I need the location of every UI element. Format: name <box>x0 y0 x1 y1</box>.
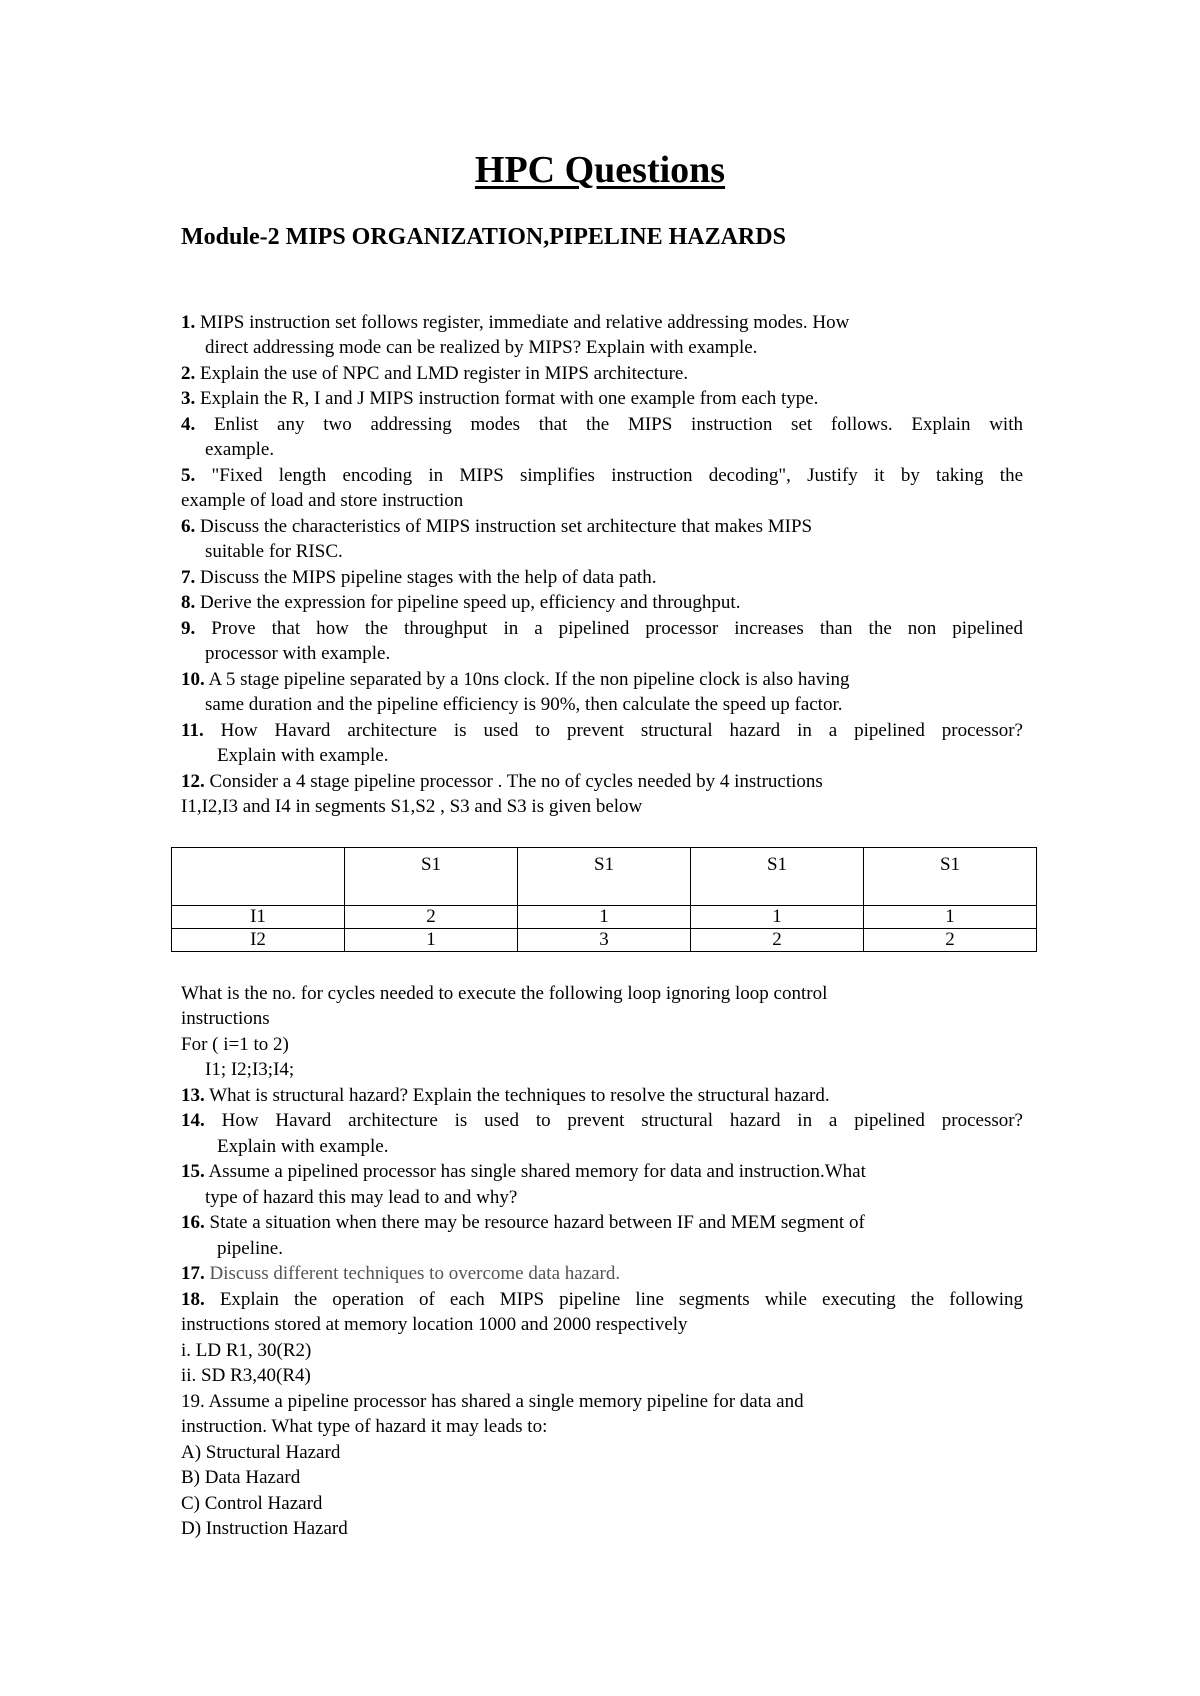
table-header-row <box>172 848 1037 906</box>
question-10: 10. A 5 stage pipeline separated by a 10ns clock. If the non pipeline clock is also having <box>181 669 850 690</box>
question-6: 6. Discuss the characteristics of MIPS instruction set architecture that makes MIPS <box>181 516 813 537</box>
table-cell: 3 <box>518 929 691 952</box>
question-4-cont: example. <box>205 439 275 460</box>
table-header-cell <box>172 848 345 906</box>
table-row <box>172 906 1037 929</box>
question-18: 18. Explain the operation of each MIPS pipeline line segments while executing the following <box>181 1289 1024 1310</box>
question-12-loop-text-cont: instructions <box>181 1008 270 1029</box>
table-cell: 2 <box>864 929 1037 952</box>
table-cell: 1 <box>864 906 1037 929</box>
question-12-loop-text: What is the no. for cycles needed to execute the following loop ignoring loop control <box>181 983 828 1004</box>
question-14-cont: Explain with example. <box>217 1136 389 1157</box>
question-19-option-a: A) Structural Hazard <box>181 1442 341 1463</box>
question-12-loop-body: I1; I2;I3;I4; <box>205 1059 295 1080</box>
question-14: 14. How Havard architecture is used to prevent structural hazard in a pipelined processor? <box>181 1110 1023 1131</box>
table-cell: 2 <box>691 929 864 952</box>
page-title: HPC Questions <box>474 149 726 191</box>
question-3: 3. Explain the R, I and J MIPS instruction format with one example from each type. <box>181 388 819 409</box>
question-18-cont: instructions stored at memory location 1000 and 2000 respectively <box>181 1314 688 1335</box>
table-cell: 1 <box>691 906 864 929</box>
table-header-cell: S1 <box>864 848 1037 906</box>
table-header-cell: S1 <box>345 848 518 906</box>
question-17: 17. Discuss different techniques to overcome data hazard. <box>181 1263 621 1284</box>
question-19-cont: instruction. What type of hazard it may leads to: <box>181 1416 548 1437</box>
question-15: 15. Assume a pipelined processor has single shared memory for data and instruction.What <box>181 1161 866 1182</box>
question-18-item-ii: ii. SD R3,40(R4) <box>181 1365 311 1386</box>
question-12: 12. Consider a 4 stage pipeline processor . The no of cycles needed by 4 instructions <box>181 771 823 792</box>
question-18-item-i: i. LD R1, 30(R2) <box>181 1340 312 1361</box>
question-6-cont: suitable for RISC. <box>205 541 343 562</box>
table-cell: 1 <box>345 929 518 952</box>
table-cell: I2 <box>172 929 345 952</box>
table-header-cell: S1 <box>691 848 864 906</box>
table-cell: I1 <box>172 906 345 929</box>
question-7: 7. Discuss the MIPS pipeline stages with the help of data path. <box>181 567 657 588</box>
table-row <box>172 929 1037 952</box>
question-11-cont: Explain with example. <box>217 745 389 766</box>
question-2: 2. Explain the use of NPC and LMD register in MIPS architecture. <box>181 363 689 384</box>
question-16-cont: pipeline. <box>217 1238 283 1259</box>
question-1-cont: direct addressing mode can be realized by MIPS? Explain with example. <box>205 337 758 358</box>
question-15-cont: type of hazard this may lead to and why? <box>205 1187 518 1208</box>
module-heading: Module-2 MIPS ORGANIZATION,PIPELINE HAZARDS <box>181 224 786 250</box>
question-11: 11. How Havard architecture is used to prevent structural hazard in a pipelined processor? <box>181 720 1023 741</box>
question-5-cont: example of load and store instruction <box>181 490 464 511</box>
question-12-cont: I1,I2,I3 and I4 in segments S1,S2 , S3 and S3 is given below <box>181 796 643 817</box>
question-4: 4. Enlist any two addressing modes that the MIPS instruction set follows. Explain with <box>181 414 1023 435</box>
question-5: 5. "Fixed length encoding in MIPS simplifies instruction decoding", Justify it by taking the <box>181 465 1023 486</box>
question-10-cont: same duration and the pipeline efficiency is 90%, then calculate the speed up factor. <box>205 694 843 715</box>
question-19-option-b: B) Data Hazard <box>181 1467 301 1488</box>
question-19-option-c: C) Control Hazard <box>181 1493 323 1514</box>
question-9: 9. Prove that how the throughput in a pipelined processor increases than the non pipelined <box>181 618 1023 639</box>
question-12-loop-header: For ( i=1 to 2) <box>181 1034 289 1055</box>
table-cell: 2 <box>345 906 518 929</box>
table-cell: 1 <box>518 906 691 929</box>
question-13: 13. What is structural hazard? Explain the techniques to resolve the structural hazard. <box>181 1085 830 1106</box>
question-16: 16. State a situation when there may be resource hazard between IF and MEM segment of <box>181 1212 865 1233</box>
question-19: 19. Assume a pipeline processor has shared a single memory pipeline for data and <box>181 1391 804 1412</box>
question-1: 1. MIPS instruction set follows register, immediate and relative addressing modes. How <box>181 312 850 333</box>
question-9-cont: processor with example. <box>205 643 391 664</box>
cycles-table <box>171 847 1037 952</box>
question-8: 8. Derive the expression for pipeline speed up, efficiency and throughput. <box>181 592 741 613</box>
table-header-cell: S1 <box>518 848 691 906</box>
question-19-option-d: D) Instruction Hazard <box>181 1518 348 1539</box>
